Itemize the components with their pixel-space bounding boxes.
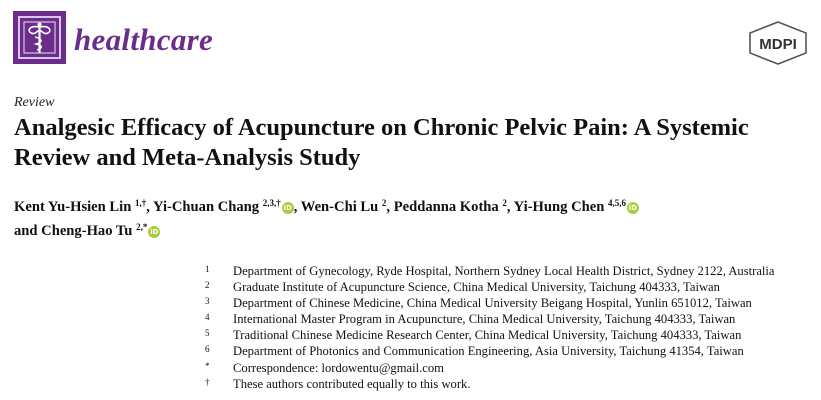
- author-affiliation-marks: 2,3,†: [262, 198, 281, 208]
- author-name: Wen-Chi Lu: [300, 199, 382, 215]
- author-affiliation-marks: 2,*: [136, 222, 148, 232]
- affiliation-item: [205, 343, 815, 359]
- orcid-icon[interactable]: iD: [283, 204, 292, 212]
- affiliation-text: These authors contributed equally to this work.: [233, 376, 471, 391]
- author-name: Yi-Hung Chen: [513, 199, 608, 215]
- author-name: Kent Yu-Hsien Lin: [14, 199, 135, 215]
- author-affiliation-marks: 1,†: [134, 198, 147, 208]
- affiliation-item: [205, 279, 815, 295]
- affiliation-text: Traditional Chinese Medicine Research Center, China Medical University, Taichung 404333, Taiwan: [233, 328, 742, 343]
- orcid-icon[interactable]: iD: [628, 204, 638, 212]
- affiliation-text: Department of Gynecology, Ryde Hospital, Northern Sydney Local Health District, Sydney 2122, Australia: [233, 264, 775, 278]
- affiliation-text: Graduate Institute of Acupuncture Science, China Medical University, Taichung 404333, Taiwan: [233, 280, 720, 295]
- affiliation-mark: 1: [205, 264, 210, 274]
- affiliation-mark: †: [205, 376, 210, 387]
- author-affiliation-marks: 2: [381, 198, 387, 208]
- affiliation-item: [205, 376, 815, 392]
- affiliation-item: [205, 295, 815, 311]
- affiliation-mark: 5: [205, 328, 210, 339]
- paper-title: Analgesic Efficacy of Acupuncture on Chronic Pelvic Pain: A Systemic Review and Meta-Analysis Study: [14, 114, 749, 171]
- affiliation-mark: 2: [205, 280, 210, 291]
- author-name: Yi-Chuan Chang: [152, 199, 263, 215]
- affiliation-item: [205, 360, 815, 376]
- affiliation-list: [205, 263, 815, 392]
- svg-text:MDPI: MDPI: [759, 36, 797, 53]
- affiliation-mark: 6: [205, 344, 210, 355]
- affiliation-text: Correspondence: lordowentu@gmail.com: [233, 360, 444, 375]
- affiliation-text: International Master Program in Acupuncture, China Medical University, Taichung 404333, Taiwan: [233, 312, 736, 327]
- mdpi-logo: [748, 21, 808, 65]
- article-type: Review: [14, 95, 55, 110]
- caduceus-icon: [13, 11, 66, 64]
- author-list: Kent Yu-Hsien Lin $^{1,\dagger}$, Yi-Chuan Chang $^{2,3,\dagger}$ iD , Wen-Chi Lu $^2$, Peddanna Kotha $^2$, Yi-Hung Chen $^{4,5,6}$ iD and Cheng-Hao Tu $^{2,*}$ iD: [14, 198, 638, 239]
- affiliation-item: [205, 311, 815, 327]
- affiliation-item: [205, 263, 815, 279]
- orcid-icon[interactable]: iD: [150, 228, 159, 236]
- affiliation-item: [205, 327, 815, 343]
- affiliation-text: Department of Photonics and Communication Engineering, Asia University, Taichung 41354, Taiwan: [233, 344, 744, 359]
- journal-logo: [13, 11, 66, 64]
- author-affiliation-marks: 2: [502, 198, 507, 208]
- affiliation-mark: *: [205, 360, 210, 371]
- journal-name: healthcare: [74, 22, 214, 57]
- affiliation-mark: 3: [205, 296, 210, 307]
- mdpi-hexagon-icon: [748, 21, 808, 65]
- author-name: Peddanna Kotha: [393, 199, 503, 215]
- affiliation-mark: 4: [205, 312, 210, 323]
- author-name: and Cheng-Hao Tu: [14, 223, 137, 239]
- affiliation-text: Department of Chinese Medicine, China Medical University Beigang Hospital, Yunlin 651012, Taiwan: [233, 296, 752, 311]
- author-affiliation-marks: 4,5,6: [607, 198, 626, 208]
